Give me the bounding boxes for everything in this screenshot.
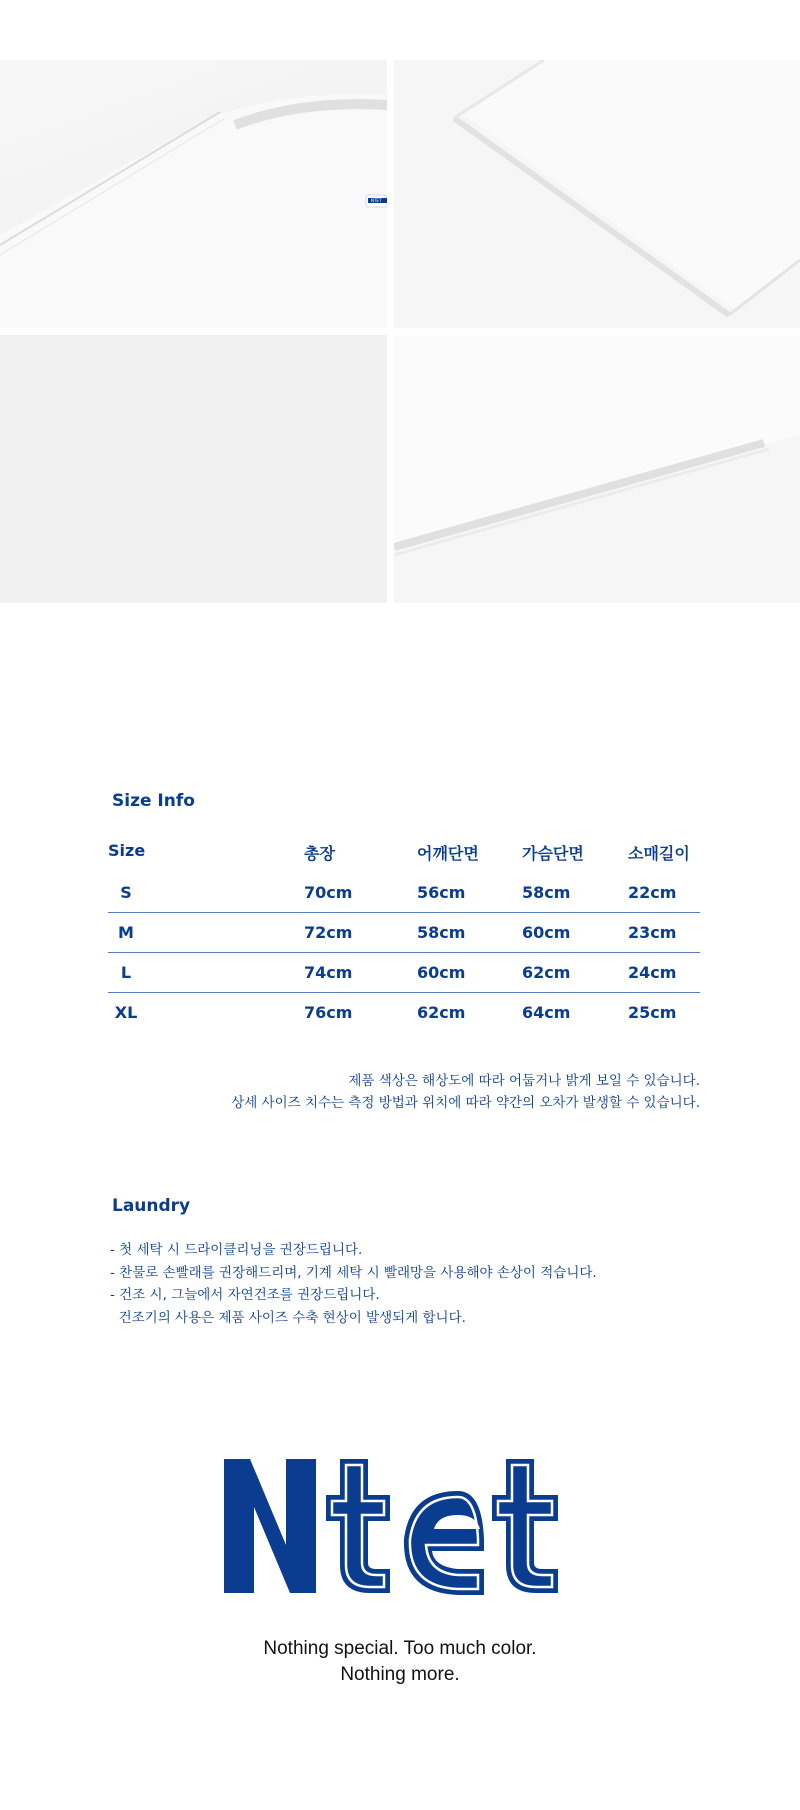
- size-label: S: [120, 883, 132, 902]
- table-cell: 56cm: [417, 883, 466, 902]
- laundry-line: - 찬물로 손빨래를 권장해드리며, 기계 세탁 시 빨래망을 사용해야 손상이 적습니다.: [110, 1264, 597, 1281]
- table-cell: 76cm: [304, 1003, 353, 1022]
- color-note: 제품 색상은 해상도에 따라 어둡거나 밝게 보일 수 있습니다.: [348, 1073, 700, 1089]
- size-label: M: [118, 923, 134, 942]
- size-table-header-row: [108, 835, 700, 873]
- table-cell: 58cm: [417, 923, 466, 942]
- collar-detail-photo: [0, 60, 387, 328]
- size-column-header: Size: [108, 841, 146, 860]
- table-cell: 74cm: [304, 963, 353, 982]
- table-cell: 64cm: [522, 1003, 571, 1022]
- chest-column-header: 가슴단면: [522, 844, 584, 863]
- size-info-title: Size Info: [112, 791, 195, 811]
- sleeve-detail-photo: [394, 60, 800, 328]
- size-label: XL: [114, 1003, 138, 1022]
- table-row: [108, 993, 700, 1033]
- brand-logo: [222, 1455, 578, 1601]
- table-cell: 58cm: [522, 883, 571, 902]
- table-cell: 60cm: [522, 923, 571, 942]
- table-cell: 62cm: [522, 963, 571, 982]
- laundry-line: - 건조 시, 그늘에서 자연건조를 권장드립니다.: [110, 1287, 380, 1303]
- shoulder-column-header: 어깨단면: [417, 844, 479, 863]
- laundry-line: - 첫 세탁 시 드라이클리닝을 권장드립니다.: [110, 1242, 363, 1258]
- table-cell: 24cm: [628, 963, 677, 982]
- table-cell: 70cm: [304, 883, 353, 902]
- table-cell: 25cm: [628, 1003, 677, 1022]
- fabric-detail-photo: [0, 335, 387, 603]
- collar-tag-text: NTET: [371, 198, 382, 203]
- table-cell: 62cm: [417, 1003, 466, 1022]
- laundry-instructions: [110, 1239, 597, 1329]
- size-table: [108, 835, 700, 1032]
- brand-tagline: [0, 1636, 800, 1688]
- sleeve-column-header: 소매길이: [628, 844, 690, 863]
- measurement-note: 상세 사이즈 치수는 측정 방법과 위치에 따라 약간의 오차가 발생할 수 있습니다.: [231, 1095, 700, 1111]
- size-label: L: [120, 963, 132, 982]
- table-row: [108, 913, 700, 953]
- laundry-line: 건조기의 사용은 제품 사이즈 수축 현상이 발생되게 합니다.: [110, 1309, 466, 1326]
- length-column-header: 총장: [304, 844, 335, 863]
- table-cell: 22cm: [628, 883, 677, 902]
- product-photo-grid: [0, 60, 800, 603]
- table-cell: 60cm: [417, 963, 466, 982]
- tagline-line-1: Nothing special. Too much color.: [263, 1638, 537, 1659]
- hem-detail-photo: [394, 335, 800, 603]
- table-row: [108, 873, 700, 913]
- table-cell: 72cm: [304, 923, 353, 942]
- table-cell: 23cm: [628, 923, 677, 942]
- laundry-title: Laundry: [112, 1196, 191, 1216]
- tagline-line-2: Nothing more.: [340, 1664, 460, 1685]
- table-row: [108, 953, 700, 993]
- size-notes: [231, 1070, 700, 1114]
